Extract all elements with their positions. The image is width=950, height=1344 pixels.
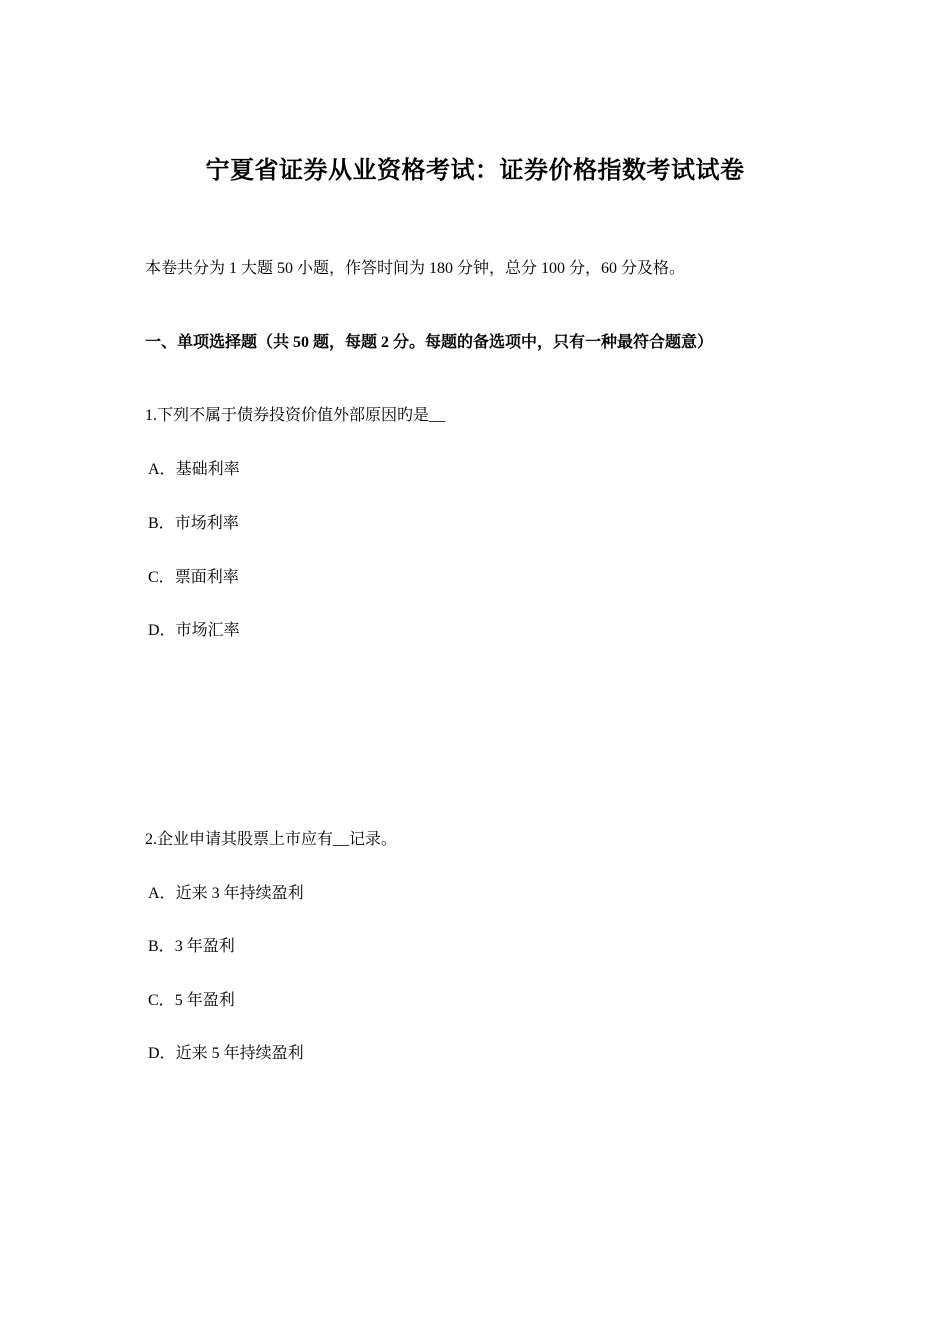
question-2-option-a	[148, 883, 304, 905]
question-1-option-a	[148, 459, 240, 481]
question-2-option-c	[148, 990, 235, 1012]
option-letter: D．	[148, 622, 176, 639]
section-heading: 一、单项选择题（共 50 题，每题 2 分。每题的备选项中，只有一种最符合题意）	[145, 334, 714, 351]
option-text: 市场利率	[174, 515, 239, 532]
option-letter: C．	[148, 569, 175, 586]
question-1-stem: 1.下列不属于债券投资价值外部原因旳是__	[145, 407, 446, 424]
exam-intro: 本卷共分为 1 大题 50 小题，作答时间为 180 分钟，总分 100 分，60 分及格。	[145, 260, 686, 277]
option-letter: A．	[148, 461, 176, 478]
option-text: 基础利率	[175, 461, 240, 478]
option-letter: B．	[148, 515, 175, 532]
question-2-stem: 2.企业申请其股票上市应有__记录。	[145, 831, 398, 848]
option-text: 市场汇率	[175, 622, 240, 639]
option-letter: B．	[148, 938, 175, 955]
option-text: 近来 3 年持续盈利	[175, 885, 304, 902]
question-1-option-c	[148, 567, 239, 589]
question-1-option-b	[148, 513, 239, 535]
document-title: 宁夏省证券从业资格考试：证券价格指数考试试卷	[205, 158, 745, 184]
question-1-option-d	[148, 620, 240, 642]
option-letter: D．	[148, 1045, 176, 1062]
option-letter: C．	[148, 992, 175, 1009]
option-letter: A．	[148, 885, 176, 902]
option-text: 3 年盈利	[174, 938, 235, 955]
option-text: 5 年盈利	[174, 992, 235, 1009]
question-2-option-b	[148, 936, 235, 958]
question-2-option-d	[148, 1043, 304, 1065]
option-text: 票面利率	[174, 569, 239, 586]
option-text: 近来 5 年持续盈利	[175, 1045, 304, 1062]
